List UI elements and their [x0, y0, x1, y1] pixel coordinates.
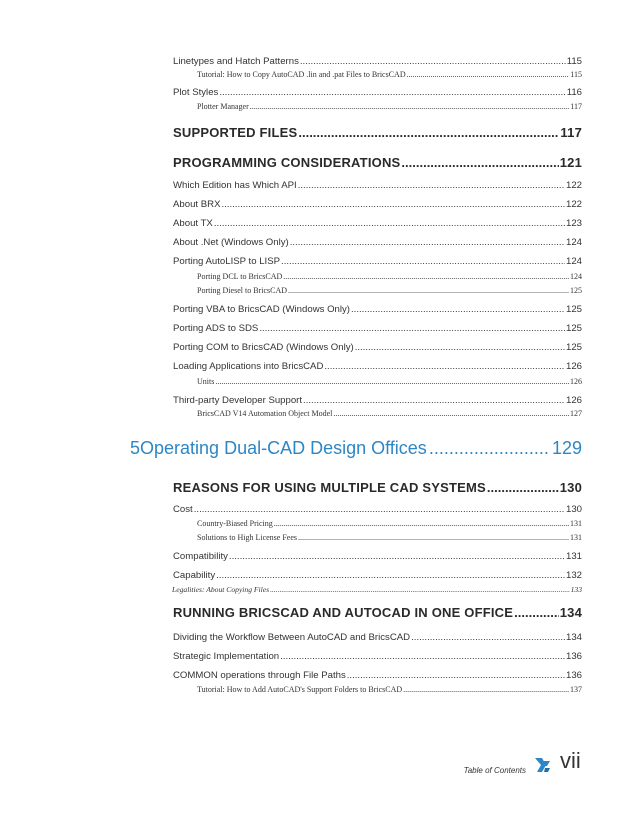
toc-entry-title: Plot Styles — [173, 87, 219, 98]
leader-dots — [215, 377, 569, 386]
leader-dots — [214, 218, 565, 229]
toc-entry-title: COMMON operations through File Paths — [173, 670, 346, 681]
toc-entry[interactable] — [173, 323, 582, 334]
toc-entry-page: 124 — [565, 237, 582, 248]
leader-dots — [298, 180, 565, 191]
toc-section[interactable] — [173, 155, 582, 170]
toc-entry-page: 133 — [570, 585, 582, 594]
toc-entry[interactable] — [197, 70, 582, 79]
toc-entry[interactable] — [173, 304, 582, 315]
leader-dots — [333, 409, 569, 418]
leader-dots — [250, 102, 570, 111]
toc-entry-page: 115 — [566, 56, 582, 67]
leader-dots — [274, 519, 569, 528]
toc-entry-page: 136 — [565, 651, 582, 662]
leader-dots — [216, 570, 565, 581]
toc-entry-title: Units — [197, 377, 215, 386]
toc-entry[interactable] — [197, 533, 582, 542]
leader-dots — [300, 56, 566, 67]
leader-dots — [283, 272, 569, 281]
toc-section-title: SUPPORTED FILES — [173, 125, 298, 140]
toc-section[interactable] — [173, 605, 582, 620]
toc-entry-title: Country-Biased Pricing — [197, 519, 273, 528]
toc-entry-title: Solutions to High License Fees — [197, 533, 297, 542]
leader-dots — [229, 551, 565, 562]
chapter-page: 129 — [551, 438, 582, 458]
toc-entry-title: Porting VBA to BricsCAD (Windows Only) — [173, 304, 351, 315]
toc-entry-page: 130 — [565, 504, 582, 515]
toc-entry-page: 131 — [570, 533, 582, 542]
toc-entry-page: 116 — [566, 87, 582, 98]
toc-entry-title: Cost — [173, 504, 193, 515]
toc-entry-page: 125 — [570, 286, 582, 295]
leader-dots — [514, 605, 559, 620]
leader-dots — [221, 199, 565, 210]
toc-entry-title: Loading Applications into BricsCAD — [173, 361, 324, 372]
toc-section-title: RUNNING BRICSCAD AND AUTOCAD IN ONE OFFICE — [173, 605, 514, 620]
toc-entry[interactable] — [173, 342, 582, 353]
leader-dots — [411, 632, 565, 643]
toc-entry-page: 124 — [565, 256, 582, 267]
leader-dots — [351, 304, 565, 315]
toc-entry-page: 136 — [565, 670, 582, 681]
toc-entry[interactable] — [173, 651, 582, 662]
leader-dots — [487, 480, 559, 495]
toc-entry-page: 122 — [565, 180, 582, 191]
leader-dots — [429, 438, 550, 459]
toc-entry-title: About TX — [173, 218, 213, 229]
chapter-number: 5 — [130, 438, 141, 458]
toc-entry[interactable] — [197, 685, 582, 694]
toc-entry[interactable] — [173, 237, 582, 248]
toc-entry[interactable] — [197, 272, 582, 281]
leader-dots — [259, 323, 565, 334]
leader-dots — [194, 504, 565, 515]
toc-entry-page: 115 — [570, 70, 582, 79]
toc-entry[interactable] — [173, 670, 582, 681]
chapter-title: Operating Dual-CAD Design Offices — [140, 438, 427, 458]
toc-entry-title: Porting DCL to BricsCAD — [197, 272, 283, 281]
toc-entry-page: 125 — [565, 323, 582, 334]
toc-entry-title: Capability — [173, 570, 216, 581]
toc-entry[interactable] — [197, 519, 582, 528]
toc-entry-page: 131 — [565, 551, 582, 562]
toc-entry-page: 117 — [570, 102, 582, 111]
toc-entry-title: BricsCAD V14 Automation Object Model — [197, 409, 333, 418]
toc-entry-page: 131 — [570, 519, 582, 528]
leader-dots — [347, 670, 565, 681]
toc-entry[interactable] — [197, 409, 582, 418]
toc-section-page: 117 — [560, 125, 582, 140]
toc-entry[interactable] — [173, 361, 582, 372]
toc-entry-page: 125 — [565, 342, 582, 353]
toc-entry-title: Legalities: About Copying Files — [172, 585, 270, 594]
toc-entry-title: Plotter Manager — [197, 102, 249, 111]
toc-entry[interactable] — [173, 256, 582, 267]
toc-entry-title: Strategic Implementation — [173, 651, 280, 662]
toc-entry[interactable] — [173, 632, 582, 643]
toc-section-title: REASONS FOR USING MULTIPLE CAD SYSTEMS — [173, 480, 486, 495]
toc-section-page: 121 — [559, 155, 582, 170]
toc-entry-title: Tutorial: How to Copy AutoCAD .lin and .pat Files to BricsCAD — [197, 70, 406, 79]
toc-entry-page: 124 — [570, 272, 582, 281]
leader-dots — [401, 155, 558, 170]
leader-dots — [303, 395, 565, 406]
leader-dots — [324, 361, 565, 372]
toc-entry[interactable] — [173, 180, 582, 191]
toc-entry-title: Tutorial: How to Add AutoCAD's Support Folders to BricsCAD — [197, 685, 403, 694]
chapter-heading[interactable] — [130, 438, 582, 459]
toc-entry-title: Porting AutoLISP to LISP — [173, 256, 281, 267]
toc-entry-title: Porting COM to BricsCAD (Windows Only) — [173, 342, 354, 353]
toc-entry[interactable] — [173, 504, 582, 515]
leader-dots — [298, 533, 569, 542]
toc-entry-title: Dividing the Workflow Between AutoCAD and BricsCAD — [173, 632, 411, 643]
toc-entry[interactable] — [173, 570, 582, 581]
toc-section-title: PROGRAMMING CONSIDERATIONS — [173, 155, 401, 170]
toc-entry[interactable] — [172, 585, 582, 594]
toc-entry[interactable] — [173, 199, 582, 210]
leader-dots — [270, 585, 570, 594]
toc-entry-page: 126 — [565, 395, 582, 406]
leader-dots — [288, 286, 569, 295]
bricscad-logo-icon — [533, 755, 553, 775]
toc-entry-title: About .Net (Windows Only) — [173, 237, 289, 248]
toc-entry[interactable] — [173, 87, 582, 98]
toc-entry-title: Porting ADS to SDS — [173, 323, 259, 334]
toc-entry-page: 123 — [565, 218, 582, 229]
toc-entry-page: 126 — [565, 361, 582, 372]
toc-entry-title: Porting Diesel to BricsCAD — [197, 286, 287, 295]
leader-dots — [290, 237, 565, 248]
toc-entry-title: About BRX — [173, 199, 221, 210]
toc-section[interactable] — [173, 125, 582, 140]
toc-entry[interactable] — [197, 102, 582, 111]
toc-entry-page: 134 — [565, 632, 582, 643]
leader-dots — [281, 256, 565, 267]
toc-entry[interactable] — [173, 395, 582, 406]
toc-entry[interactable] — [173, 218, 582, 229]
toc-entry[interactable] — [197, 377, 582, 386]
toc-section-page: 134 — [559, 605, 582, 620]
toc-entry[interactable] — [173, 56, 582, 67]
toc-entry-page: 127 — [570, 409, 582, 418]
toc-entry-title: Linetypes and Hatch Patterns — [173, 56, 299, 67]
toc-entry-page: 122 — [565, 199, 582, 210]
toc-section-page: 130 — [559, 480, 582, 495]
leader-dots — [355, 342, 565, 353]
leader-dots — [298, 125, 559, 140]
toc-entry[interactable] — [173, 551, 582, 562]
leader-dots — [219, 87, 565, 98]
footer-label: Table of Contents — [463, 766, 526, 775]
toc-entry-title: Third-party Developer Support — [173, 395, 303, 406]
toc-entry-page: 125 — [565, 304, 582, 315]
toc-entry-title: Which Edition has Which API — [173, 180, 297, 191]
leader-dots — [280, 651, 565, 662]
page-number: vii — [560, 748, 581, 773]
toc-entry-title: Compatibility — [173, 551, 228, 562]
leader-dots — [407, 70, 570, 79]
toc-entry-page: 126 — [570, 377, 582, 386]
toc-entry[interactable] — [197, 286, 582, 295]
leader-dots — [403, 685, 569, 694]
toc-entry-page: 132 — [565, 570, 582, 581]
toc-entry-page: 137 — [570, 685, 582, 694]
toc-section[interactable] — [173, 480, 582, 495]
